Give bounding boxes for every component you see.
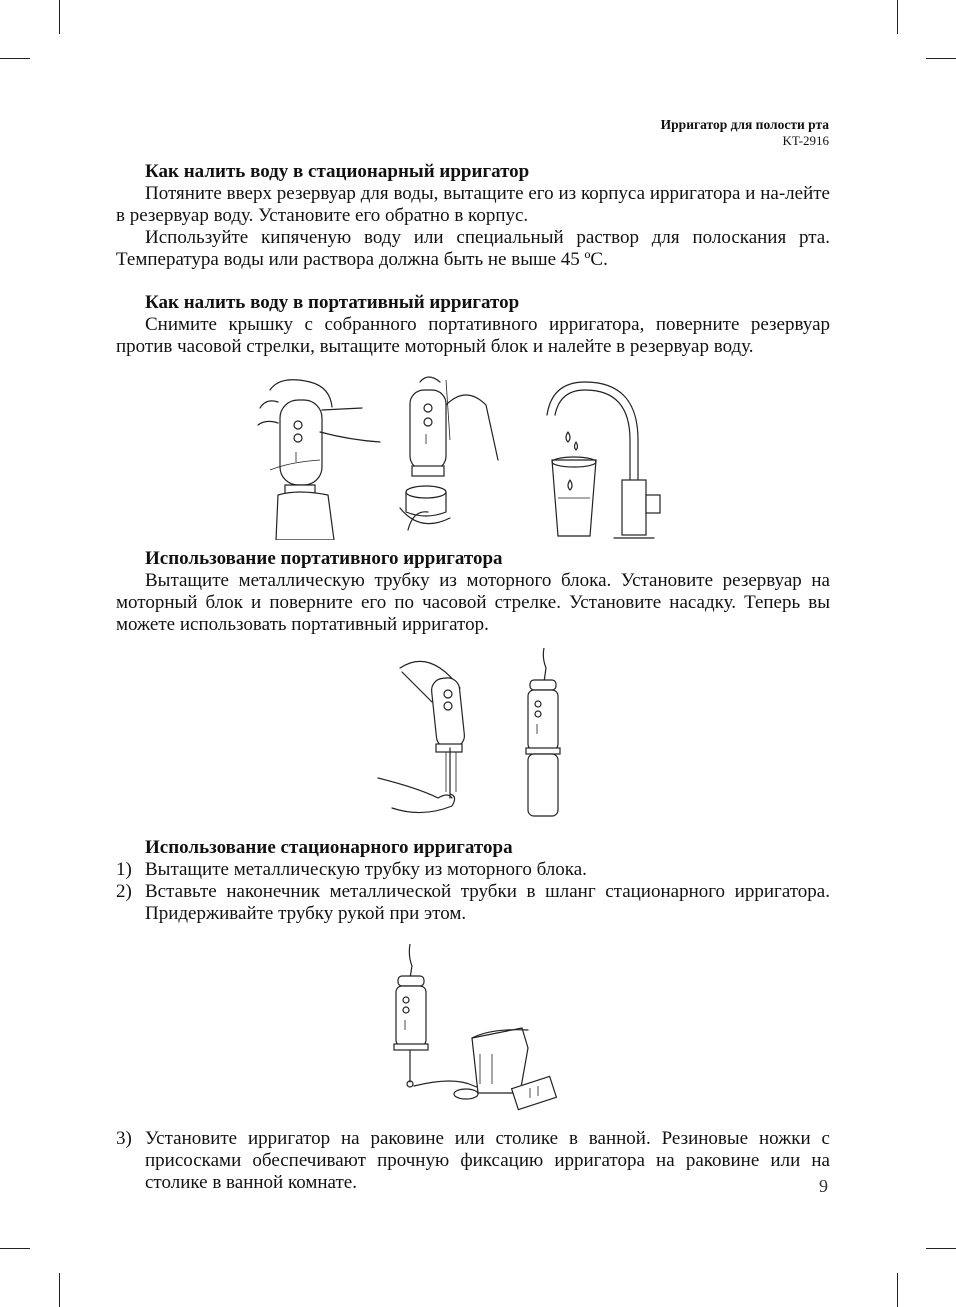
paragraph: Потяните вверх резервуар для воды, вытащите его из корпуса ирригатора и на-лейте в резервуар воду. Установите его обратно в корпус.: [116, 183, 830, 226]
list-item-text: Вытащите металлическую трубку из моторного блока.: [145, 859, 587, 880]
steps-list: [116, 1128, 830, 1194]
glass-under-tap-illustration: [547, 382, 660, 538]
section-use-stationary-continued: [116, 1128, 830, 1194]
paragraph: Вытащите металлическую трубку из моторного блока. Установите резервуар на моторный блок и поверните его по часовой стрелке. Установите насадку. Теперь вы можете использовать портативный ирригатор.: [116, 570, 830, 635]
figure-fill-portable: [250, 370, 680, 540]
motor-block-illustration: [394, 944, 428, 1087]
list-item-number: 1): [116, 859, 132, 880]
crop-mark: [0, 1248, 30, 1249]
crop-mark: [897, 1273, 898, 1307]
paragraph: Снимите крышку с собранного портативного ирригатора, поверните резервуар против часовой стрелки, вытащите моторный блок и налейте в резервуар воду.: [116, 314, 830, 357]
figure-connect-stationary: [380, 944, 560, 1119]
motor-block-removal-illustration: [400, 377, 498, 530]
section-fill-portable: [116, 292, 830, 358]
list-item: [116, 859, 830, 881]
tube-removal-illustration: [378, 661, 466, 812]
crop-mark: [926, 1248, 956, 1249]
crop-mark: [897, 0, 898, 34]
crop-mark: [0, 58, 30, 59]
list-item: [116, 881, 830, 925]
hand-with-irrigator-illustration: [258, 380, 380, 540]
list-item-text: Вставьте наконечник металлической трубки в шланг стационарного ирригатора. Придерживайте трубку рукой при этом.: [145, 881, 830, 924]
list-item-text: Установите ирригатор на раковине или столике в ванной. Резиновые ножки с присосками обеспечивают прочную фиксацию ирригатора на раковине или на столике в ванной комнате.: [145, 1128, 830, 1193]
crop-mark: [59, 1273, 60, 1307]
figure-use-portable: [372, 648, 572, 828]
crop-mark: [926, 58, 956, 59]
list-item-number: 2): [116, 881, 132, 902]
assembled-portable-irrigator-illustration: [526, 648, 560, 816]
paragraph: Используйте кипяченую воду или специальный раствор для полоскания рта. Температура воды или раствора должна быть не выше 45 ºС.: [116, 227, 830, 270]
crop-mark: [59, 0, 60, 34]
running-header-title: Ирригатор для полости рта: [660, 117, 829, 132]
section-heading: Использование портативного ирригатора: [145, 548, 503, 569]
stationary-base-illustration: [414, 1028, 556, 1110]
list-item-number: 3): [116, 1128, 132, 1149]
section-heading: Как налить воду в портативный ирригатор: [145, 292, 520, 313]
running-header-model: KT-2916: [782, 133, 829, 148]
section-heading: Как налить воду в стационарный ирригатор: [145, 161, 530, 182]
page-number: 9: [819, 1176, 828, 1196]
steps-list: [116, 859, 830, 925]
section-heading: Использование стационарного ирригатора: [145, 837, 513, 858]
section-fill-stationary: [116, 161, 830, 271]
section-use-stationary: [116, 837, 830, 925]
list-item: [116, 1128, 830, 1194]
section-use-portable: [116, 548, 830, 636]
